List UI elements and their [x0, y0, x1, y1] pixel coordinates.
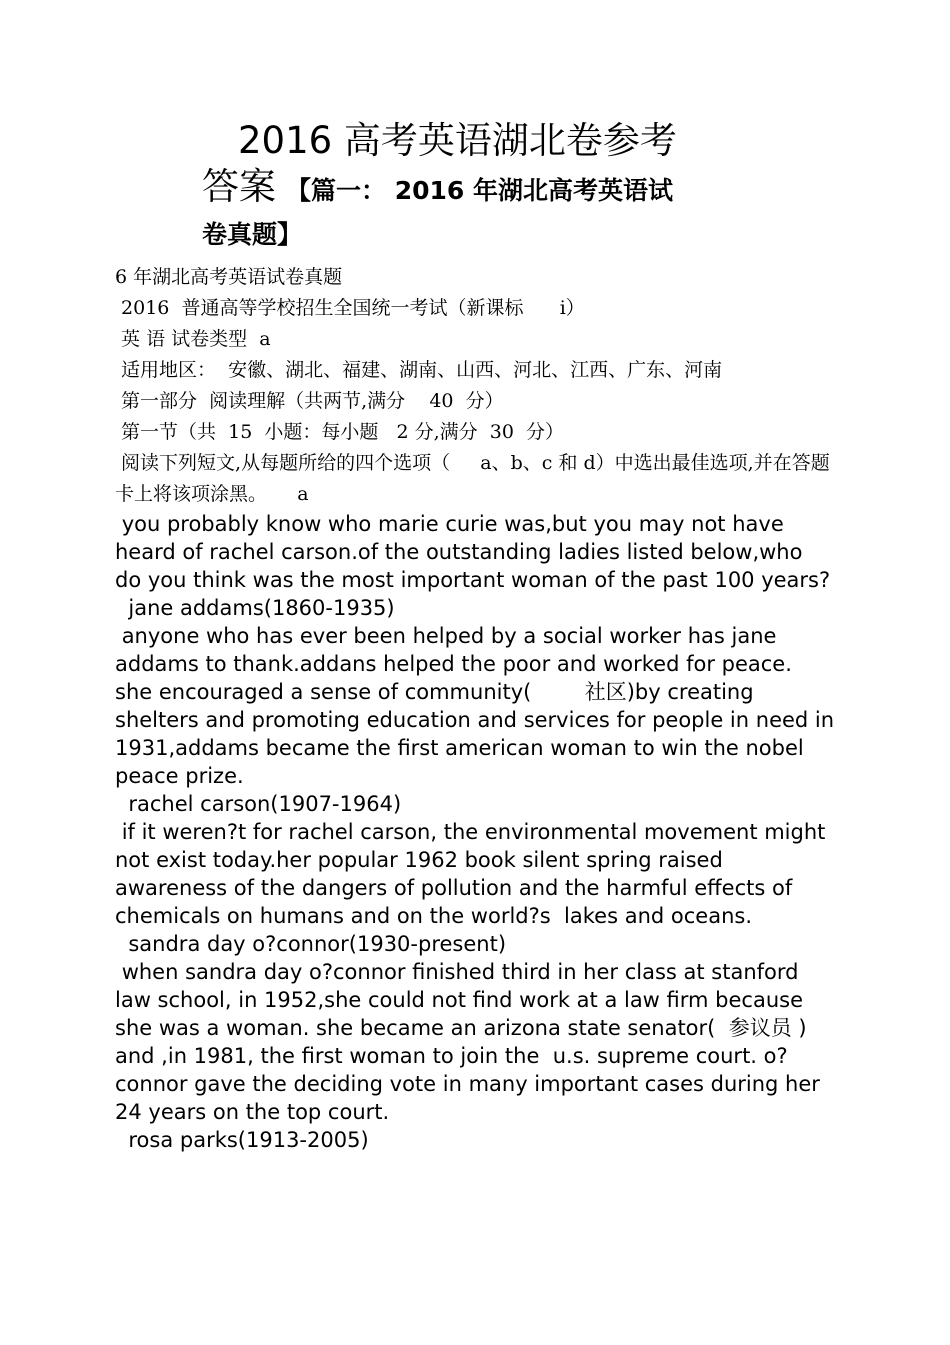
paragraph-12: if it weren?t for rachel carson, the environmental movement might not exist today.her popular 1962 book silent spring raised awareness of the dangers of pollution and the harmful effects of chemicals on humans and on the world?s lakes and oceans.: [115, 820, 833, 928]
paragraph-8: you probably know who marie curie was,but you may not have heard of rachel carson.of the outstanding ladies listed below,who do you think was the most important woman of the past 100 years?: [115, 512, 831, 592]
paragraph-9: jane addams(1860-1935): [115, 596, 395, 620]
paragraph-16: rosa parks(1913-2005): [115, 1128, 369, 1152]
title-main-part: 答案: [202, 165, 276, 208]
paragraph-10: anyone who has ever been helped by a social worker has jane addams to thank.addans helped the poor and worked for peace. she encouraged a sense of community( 社区)by creating shelters and promoting education and services for people in need in 1931,addams became the first american woman to win the nobel peace prize.: [115, 624, 841, 788]
document-title: [202, 118, 762, 253]
document-body: [115, 262, 841, 1154]
paragraph-3: 英 语 试卷类型 a: [115, 328, 271, 350]
paragraph-2: 2016 普通高等学校招生全国统一考试（新课标 i）: [115, 297, 585, 319]
paragraph-11: rachel carson(1907-1964): [115, 792, 402, 816]
paragraph-15: and ,in 1981, the first woman to join the u.s. supreme court. o?connor gave the deciding vote in many important cases during her 24 years on the top court.: [115, 1044, 827, 1124]
paragraph-5: 第一部分 阅读理解（共两节,满分 40 分）: [115, 390, 504, 412]
title-line-2: [202, 164, 762, 217]
title-line-3: 卷真题】: [202, 220, 303, 249]
paragraph-14: when sandra day o?connor finished third in her class at stanford law school, in 1952,she could not find work at a law firm because she was a woman. she became an arizona state senator( 参议员 ): [115, 960, 810, 1040]
title-line-1: 2016 高考英语湖北卷参考: [238, 119, 677, 162]
paragraph-13: sandra day o?connor(1930-present): [115, 932, 507, 956]
paragraph-4: 适用地区： 安徽、湖北、福建、湖南、山西、河北、江西、广东、河南: [115, 359, 723, 381]
paragraph-1: 6 年湖北高考英语试卷真题: [115, 266, 343, 288]
paragraph-6: 第一节（共 15 小题：每小题 2 分,满分 30 分）: [115, 421, 565, 443]
paragraph-7: 阅读下列短文,从每题所给的四个选项（ a、b、c 和 d）中选出最佳选项,并在答题卡上将该项涂黑。 a: [115, 452, 830, 505]
title-subtitle: 【篇一： 2016 年湖北高考英语试: [286, 176, 673, 205]
